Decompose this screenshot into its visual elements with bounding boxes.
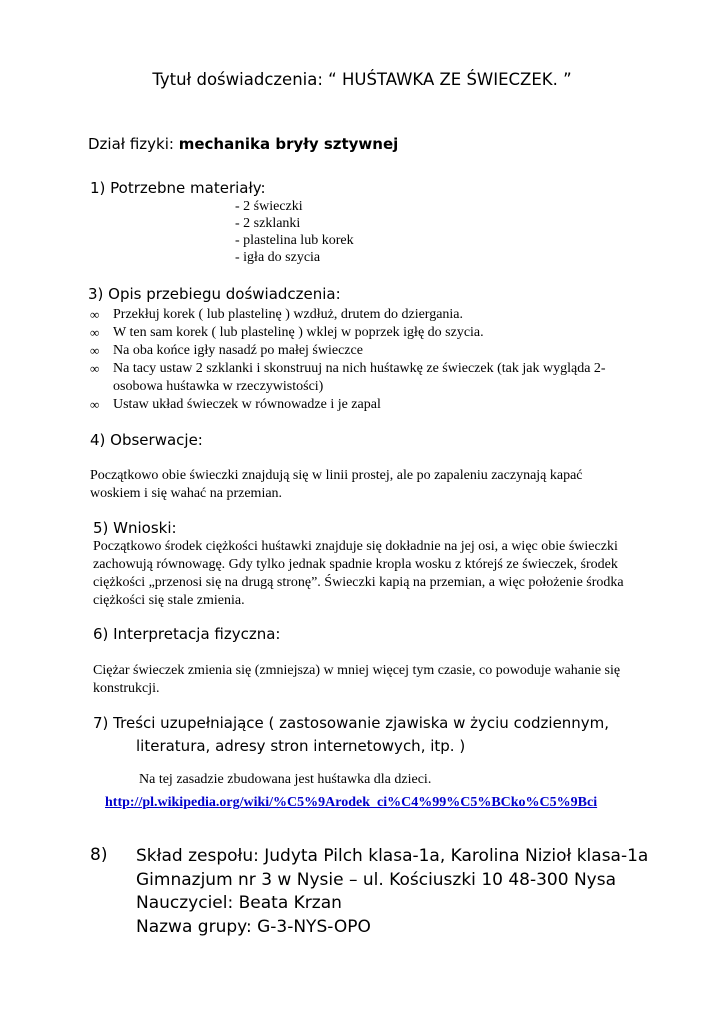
procedure-step: ∞ W ten sam korek ( lub plastelinę ) wklej w poprzek igłę do szycia. [90,325,484,340]
infinity-bullet-icon: ∞ [90,325,100,340]
team-line: Skład zespołu: Judyta Pilch klasa-1a, Karolina Nizioł klasa-1a [136,846,649,866]
supplement-heading: 7) Treści uzupełniające ( zastosowanie zjawiska w życiu codziennym, [93,714,610,732]
observations-heading: 4) Obserwacje: [90,431,203,449]
team-block [136,845,648,939]
infinity-bullet-icon: ∞ [90,397,100,412]
department-line [88,135,398,153]
infinity-bullet-icon: ∞ [90,343,100,358]
procedure-step-continuation: osobowa huśtawka w rzeczywistości) [113,379,324,394]
materials-list [235,198,354,266]
team-line: Nauczyciel: Beata Krzan [136,893,342,913]
procedure-step: ∞ Na oba końce igły nasadź po małej świeczce [90,343,363,358]
wikipedia-link-wrapper [105,795,597,811]
infinity-bullet-icon: ∞ [90,361,100,376]
materials-item: - igła do szycia [235,250,321,265]
procedure-heading: 3) Opis przebiegu doświadczenia: [88,285,341,303]
observations-text: Początkowo obie świeczki znajdują się w linii prostej, ale po zapaleniu zaczynają kapać woskiem i się wahać na przemian. [90,468,583,501]
procedure-list [90,306,606,414]
conclusions-text: Początkowo środek ciężkości huśtawki znajduje się dokładnie na jej osi, a więc obie świeczki zachowują równowagę. Gdy tylko jednak spadnie kropla wosku z którejś ze świeczek, środek ciężkości „przenosi się na drugą stronę”. Świeczki kapią na przemian, a więc położenie środka ciężkości się stale zmienia. [93,539,624,608]
team-line: Nazwa grupy: G-3-NYS-OPO [136,916,371,937]
department-label: Dział fizyki: [88,135,174,153]
conclusions-heading: 5) Wnioski: [93,519,177,537]
wikipedia-link[interactable]: http://pl.wikipedia.org/wiki/%C5%9Arodek_ci%C4%99%C5%BCko%C5%9Bci [105,795,598,810]
supplement-heading-cont: literatura, adresy stron internetowych, itp. ) [136,737,466,755]
interpretation-heading: 6) Interpretacja fizyczna: [93,625,281,643]
team-line: Gimnazjum nr 3 w Nysie – ul. Kościuszki 10 48-300 Nysa [136,869,617,890]
procedure-step: ∞ Ustaw układ świeczek w równowadze i je zapal [90,397,381,412]
materials-heading: 1) Potrzebne materiały: [90,179,266,197]
procedure-step: ∞ Przekłuj korek ( lub plastelinę ) wzdłuż, drutem do dziergania. [90,307,464,322]
materials-item: - 2 świeczki [235,199,303,214]
procedure-step: ∞ Na tacy ustaw 2 szklanki i skonstruuj na nich huśtawkę ze świeczek (tak jak wygląda 2- [90,361,606,376]
team-number: 8) [90,845,108,865]
materials-item: - plastelina lub korek [235,233,354,248]
materials-item: - 2 szklanki [235,216,301,231]
supplement-text: Na tej zasadzie zbudowana jest huśtawka dla dzieci. [139,772,432,787]
department-value: mechanika bryły sztywnej [178,135,399,153]
page-title: Tytuł doświadczenia: “ HUŚTAWKA ZE ŚWIECZEK. ” [152,70,572,89]
interpretation-text: Ciężar świeczek zmienia się (zmniejsza) w mniej więcej tym czasie, co powoduje wahanie się konstrukcji. [93,663,621,696]
infinity-bullet-icon: ∞ [90,307,100,322]
